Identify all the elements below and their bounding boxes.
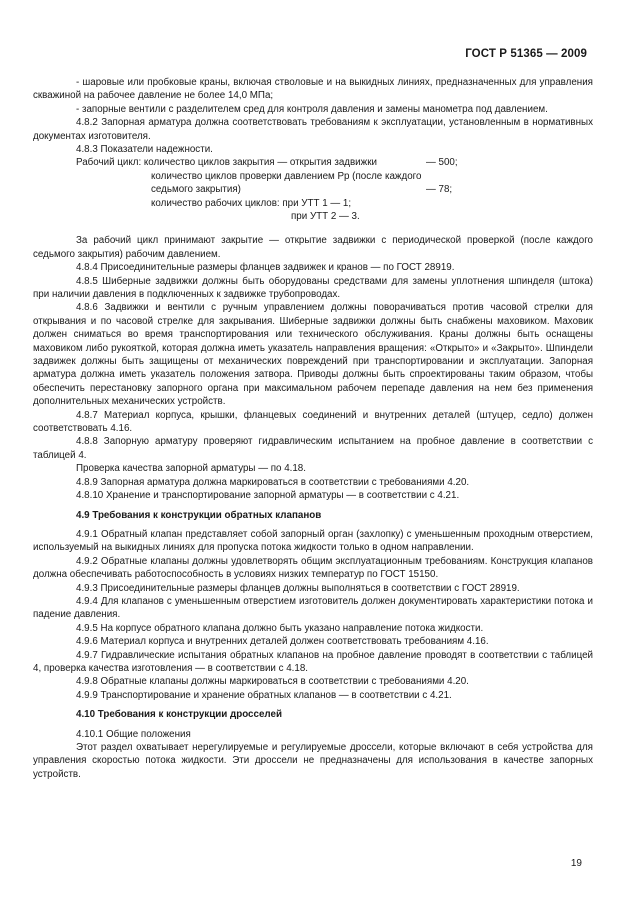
paragraph: 4.9.1 Обратный клапан представляет собой запорный орган (захлопку) с уменьшенным проходным отверстием, используемый на выкидных линиях для пропуска потока жидкости только в одном направлении. bbox=[33, 528, 593, 554]
paragraph: 4.8.9 Запорная арматура должна маркироваться в соответствии с требованиями 4.20. bbox=[76, 476, 470, 488]
paragraph: Проверка качества запорной арматуры — по 4.18. bbox=[76, 463, 306, 475]
work-cycle-label: Рабочий цикл: количество циклов закрытия — открытия задвижки bbox=[76, 157, 377, 169]
paragraph: 4.9.3 Присоединительные размеры фланцев должны выполняться в соответствии с ГОСТ 28919. bbox=[76, 582, 520, 594]
paragraph: 4.8.4 Присоединительные размеры фланцев задвижек и кранов — по ГОСТ 28919. bbox=[76, 262, 455, 274]
paragraph: 4.8.2 Запорная арматура должна соответствовать требованиям к эксплуатации, установленным в нормативных документах изготовителя. bbox=[33, 117, 593, 142]
section-heading: 4.9 Требования к конструкции обратных клапанов bbox=[76, 509, 322, 521]
paragraph: 4.9.5 На корпусе обратного клапана должно быть указано направление потока жидкости. bbox=[76, 622, 484, 634]
paragraph: 4.9.7 Гидравлические испытания обратных клапанов на пробное давление проводят в соответствии с таблицей 4, проверка качества изготовления — в соответствии с 4.18. bbox=[33, 649, 593, 674]
work-cycle-label: количество рабочих циклов: при УТТ 1 — 1; bbox=[151, 197, 352, 209]
work-cycle-value: — 500; bbox=[426, 157, 458, 169]
work-cycle-row bbox=[33, 210, 593, 223]
section-heading: 4.10 Требования к конструкции дросселей bbox=[76, 709, 282, 721]
document-id-header: ГОСТ Р 51365 — 2009 bbox=[465, 48, 587, 60]
work-cycle-value: — 78; bbox=[426, 184, 453, 196]
paragraph: 4.8.5 Шиберные задвижки должны быть оборудованы средствами для замены уплотнения шпинделя (штока) при наличии давления в подключенных к задвижке трубопроводах. bbox=[33, 275, 593, 301]
paragraph: 4.10.1 Общие положения bbox=[76, 728, 191, 740]
paragraph: 4.9.9 Транспортирование и хранение обратных клапанов — в соответствии с 4.21. bbox=[76, 689, 452, 701]
paragraph: 4.9.6 Материал корпуса и внутренних деталей должен соответствовать требованиям 4.16. bbox=[76, 636, 489, 648]
work-cycle-row bbox=[33, 183, 593, 196]
work-cycle-label: при УТТ 2 — 3. bbox=[291, 211, 360, 222]
work-cycle-label: седьмого закрытия) bbox=[151, 184, 241, 196]
paragraph: - запорные вентили с разделителем сред для контроля давления и замены манометра под давлением. bbox=[76, 103, 548, 115]
work-cycle-row bbox=[33, 197, 593, 210]
paragraph: 4.9.4 Для клапанов с уменьшенным отверстием изготовитель должен документировать характеристики потока и падение давления. bbox=[33, 595, 593, 621]
spacer bbox=[33, 223, 593, 234]
work-cycle-row bbox=[33, 170, 593, 183]
paragraph: 4.9.8 Обратные клапаны должны маркироваться в соответствии с требованиями 4.20. bbox=[76, 676, 469, 688]
paragraph: 4.8.8 Запорную арматуру проверяют гидравлическим испытанием на пробное давление в соответствии с таблицей 4. bbox=[33, 436, 593, 461]
document-body bbox=[33, 76, 593, 781]
paragraph: 4.8.7 Материал корпуса, крышки, фланцевых соединений и внутренних деталей (штуцер, седло) должен соответствовать 4.16. bbox=[33, 409, 593, 435]
paragraph: 4.8.6 Задвижки и вентили с ручным управлением должны поворачиваться против часовой стрелки для открывания и по часовой стрелке для закрывания. Шиберные задвижки должны быть снабжены маховиком. Маховик должен сниматься во время транспортирования или технического обслуживания. Краны должны быть оснащены маховиком либо рукояткой, которая должна иметь указатель направления вращения: «Открыто» и «Закрыто». Шпиндели задвижек должны быть защищены от механических повреждений при транспортировании и эксплуатации. Запорная арматура должна иметь указатель положения затвора. Приводы должны быть спроектированы таким образом, чтобы обеспечить перестановку запорного органа при максимальном рабочем перепаде давления на нем без применения дополнительных механических устройств. bbox=[33, 302, 593, 408]
page-number: 19 bbox=[570, 858, 582, 869]
work-cycle-row bbox=[33, 156, 593, 169]
paragraph: 4.9.2 Обратные клапаны должны удовлетворять общим эксплуатационным требованиям. Конструкция клапанов должна обеспечивать работоспособность в условиях низких температур по ГОСТ 15150. bbox=[33, 555, 593, 581]
paragraph: Этот раздел охватывает нерегулируемые и регулируемые дроссели, которые включают в себя устройства для управления скоростью потока жидкости. Эти дроссели не предназначены для использования в качестве запорных устройств. bbox=[33, 742, 593, 780]
paragraph: 4.8.3 Показатели надежности. bbox=[76, 144, 213, 156]
paragraph: 4.8.10 Хранение и транспортирование запорной арматуры — в соответствии с 4.21. bbox=[76, 490, 460, 502]
work-cycle-label: количество циклов проверки давлением Рр (после каждого bbox=[151, 170, 422, 182]
paragraph: - шаровые или пробковые краны, включая стволовые и на выкидных линиях, предназначенных для управления скважиной на рабочее давление не более 14,0 МПа; bbox=[33, 77, 593, 102]
paragraph: За рабочий цикл принимают закрытие — открытие задвижки с периодической проверкой (после каждого седьмого закрытия) рабочим давлением. bbox=[33, 235, 593, 260]
